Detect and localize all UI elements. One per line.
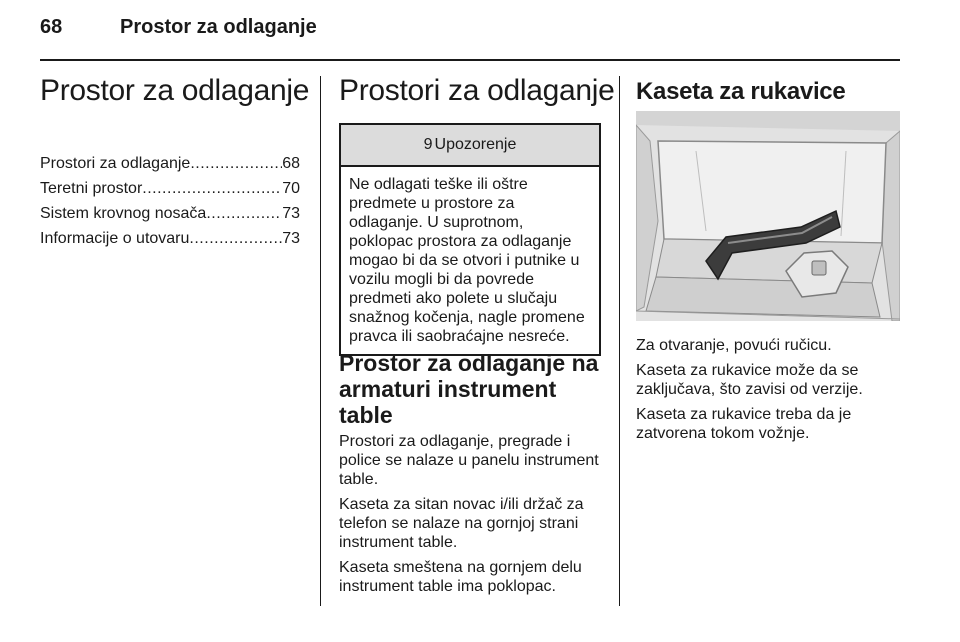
toc-entry[interactable] xyxy=(40,226,300,251)
section-title: Prostori za odlaganje xyxy=(339,74,615,107)
toc-entry[interactable] xyxy=(40,151,300,176)
toc-leader-dots xyxy=(206,201,282,226)
paragraph: Za otvaranje, povući ručicu. xyxy=(636,337,832,354)
toc-entry-label: Teretni prostor xyxy=(40,180,143,197)
toc-leader-dots xyxy=(190,151,282,176)
toc-entry-label: Sistem krovnog nosača xyxy=(40,205,207,222)
warning-heading: Upozorenje xyxy=(434,136,517,153)
toc-entry-page: 68 xyxy=(282,155,300,172)
paragraph: Kaseta za rukavice može da se zaključava, što zavisi od verzije. xyxy=(636,362,863,398)
toc-entry-page: 73 xyxy=(282,205,300,222)
warning-text: Ne odlagati teške ili oštre predmete u prostore za odlaganje. U suprotnom, poklopac prostora za odlaganje mogao bi da se otvori i putnike u vozilu mogli bi da povrede predmeti ako polete u slučaju snažnog kočenja, nagle promene pravca ili saobraćajne nesreće. xyxy=(349,176,585,345)
column-divider xyxy=(320,76,321,606)
toc-entry-page: 70 xyxy=(282,180,300,197)
header-section-title: Prostor za odlaganje xyxy=(120,16,317,38)
header-rule xyxy=(40,59,900,61)
toc-entry-label: Informacije o utovaru xyxy=(40,230,190,247)
table-of-contents xyxy=(40,151,300,251)
instrument-panel-section xyxy=(339,350,601,596)
warning-box xyxy=(339,123,601,356)
paragraph: Kaseta za sitan novac i/ili držač za telefon se nalaze na gornjoj strani instrument table. xyxy=(339,496,584,551)
toc-entry[interactable] xyxy=(40,201,300,226)
glovebox-illustration xyxy=(636,111,900,321)
warning-header xyxy=(341,125,599,167)
toc-leader-dots xyxy=(189,226,282,251)
storage-column xyxy=(339,74,615,595)
glovebox-drawing xyxy=(636,111,900,321)
glovebox-column xyxy=(636,74,902,442)
toc-entry-page: 73 xyxy=(282,230,300,247)
paragraph: Prostori za odlaganje, pregrade i police se nalaze u panelu instrument table. xyxy=(339,433,599,488)
glovebox-text xyxy=(636,336,898,443)
paragraph: Kaseta smeštena na gornjem delu instrument table ima poklopac. xyxy=(339,559,582,595)
column-divider xyxy=(619,76,620,606)
page-number: 68 xyxy=(40,16,63,38)
subsection-heading: Prostor za odlaganje na armaturi instrument table xyxy=(339,350,599,428)
toc-column xyxy=(40,74,310,247)
toc-leader-dots xyxy=(142,176,282,201)
warning-icon: 9 xyxy=(423,136,433,153)
toc-entry-label: Prostori za odlaganje xyxy=(40,155,191,172)
toc-entry[interactable] xyxy=(40,176,300,201)
section-title: Kaseta za rukavice xyxy=(636,78,846,105)
chapter-title: Prostor za odlaganje xyxy=(40,74,310,107)
paragraph: Kaseta za rukavice treba da je zatvorena tokom vožnje. xyxy=(636,406,852,442)
